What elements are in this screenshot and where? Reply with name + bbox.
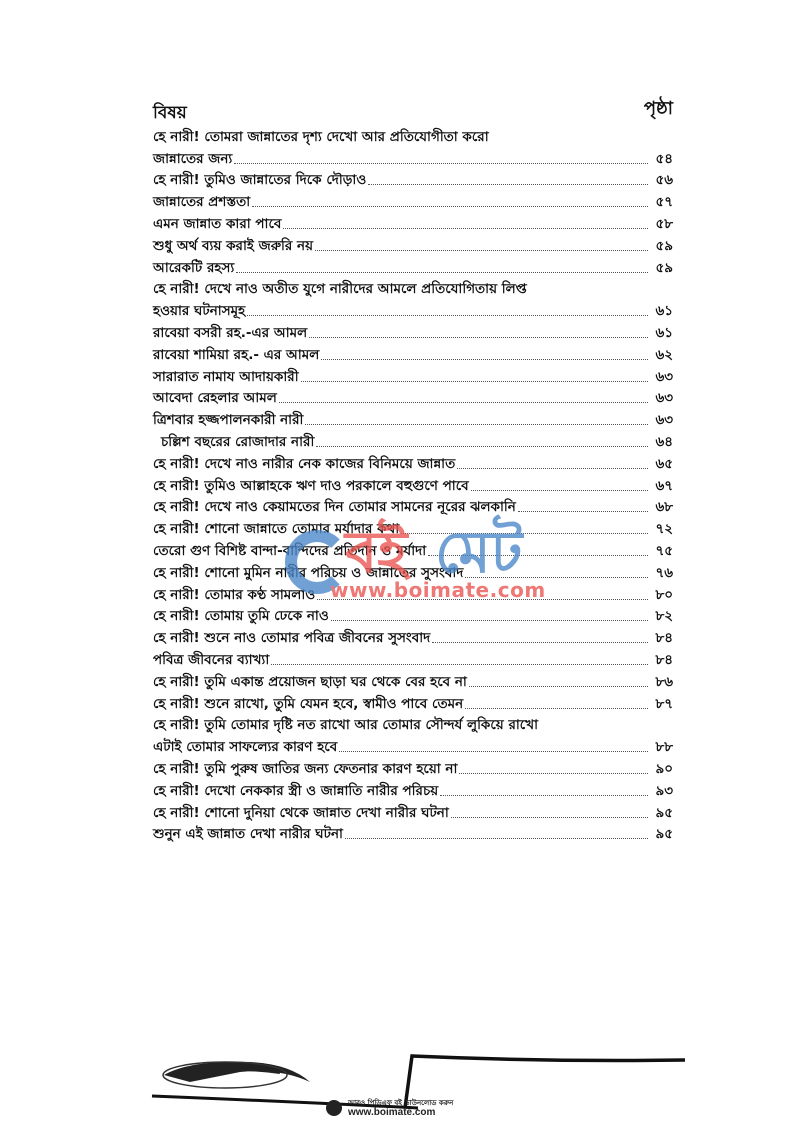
- toc-entry[interactable]: [153, 364, 673, 386]
- toc-entry-page-number: ৫৪: [655, 150, 673, 167]
- toc-entry-page-number: ৮৪: [655, 651, 673, 668]
- toc-entry-page-number: ৮২: [655, 608, 673, 625]
- footer-website-link[interactable]: www.boimate.com: [348, 1107, 436, 1118]
- toc-entry-page-number: ৭৫: [655, 542, 673, 559]
- dot-leader: [345, 837, 648, 839]
- toc-entry-title: সারারাত নামায আদায়কারী: [153, 368, 299, 385]
- toc-entry-title: হে নারী! শোনো মুমিন নারীর পরিচয় ও জান্নাতের সুসংবাদ: [153, 564, 464, 581]
- toc-entry-page-number: ৮৭: [655, 695, 673, 712]
- toc-entry[interactable]: [153, 124, 673, 146]
- toc-entry-title: হওয়ার ঘটনাসমূহ: [153, 303, 246, 320]
- toc-entry-page-number: ৬৩: [655, 390, 673, 407]
- toc-entry-title: হে নারী! দেখে নাও কেয়ামতের দিন তোমার সামনের নূরের ঝলকানি: [153, 499, 516, 516]
- toc-entry[interactable]: [153, 538, 673, 560]
- toc-entry[interactable]: [153, 320, 673, 342]
- toc-entry-title: হে নারী! দেখে নাও অতীত যুগে নারীদের আমলে প্রতিযোগিতায় লিপ্ত: [153, 281, 527, 298]
- toc-entry[interactable]: [153, 778, 673, 800]
- toc-entry-title: হে নারী! তোমার কণ্ঠ সামলাও: [153, 586, 316, 603]
- toc-entry[interactable]: [153, 255, 673, 277]
- toc-entry[interactable]: [153, 451, 673, 473]
- toc-entry[interactable]: [153, 342, 673, 364]
- dot-leader: [316, 445, 648, 447]
- toc-entry-title: হে নারী! দেখে নাও নারীর নেক কাজের বিনিময়ে জান্নাত: [153, 455, 456, 472]
- toc-entry-title: রাবেয়া বসরী রহ.-এর আমল: [153, 324, 308, 341]
- dot-leader: [428, 554, 648, 556]
- toc-entry-title: হে নারী! তোমরা জান্নাতের দৃশ্য দেখো আর প্রতিযোগীতা করো: [153, 128, 489, 145]
- toc-entry-page-number: ৬৫: [655, 455, 673, 472]
- dot-leader: [321, 358, 648, 360]
- toc-entry-page-number: ৭৬: [655, 564, 673, 581]
- toc-entry[interactable]: [153, 560, 673, 582]
- toc-entry[interactable]: [153, 691, 673, 713]
- toc-entry-title: এমন জান্নাত কারা পাবে: [153, 215, 282, 232]
- dot-leader: [471, 489, 648, 491]
- toc-entry[interactable]: [153, 495, 673, 517]
- toc-entry[interactable]: [153, 407, 673, 429]
- toc-entry-page-number: ৬২: [655, 346, 673, 363]
- toc-entry-page-number: ৯০: [655, 760, 673, 777]
- toc-entry-page-number: ৫৯: [655, 237, 673, 254]
- toc-entry-title: শুধু অর্থ ব্যয় করাই জরুরি নয়: [153, 237, 314, 254]
- toc-entry[interactable]: [153, 298, 673, 320]
- dot-leader: [469, 685, 648, 687]
- toc-entry[interactable]: [153, 233, 673, 255]
- toc-entry-page-number: ৬১: [655, 324, 673, 341]
- toc-entry-page-number: ৮৬: [655, 673, 673, 690]
- watermark-url: www.boimate.com: [330, 578, 546, 602]
- dot-leader: [271, 663, 648, 665]
- toc-entry[interactable]: [153, 756, 673, 778]
- toc-entry-title: আবেদা রেহলার আমল: [153, 390, 277, 407]
- toc-entry-page-number: ৫৯: [655, 259, 673, 276]
- toc-entry[interactable]: [153, 800, 673, 822]
- toc-entry[interactable]: [153, 168, 673, 190]
- toc-entry-title: হে নারী! তুমি একান্ত প্রয়োজন ছাড়া ঘর থেকে বের হবে না: [153, 673, 467, 690]
- dot-leader: [339, 750, 648, 752]
- toc-entry-page-number: ৮৪: [655, 630, 673, 647]
- dot-leader: [234, 162, 648, 164]
- dot-leader: [279, 401, 648, 403]
- toc-entry-page-number: ৬৮: [655, 499, 673, 516]
- dot-leader: [315, 249, 648, 251]
- dot-leader: [465, 576, 648, 578]
- toc-entry-title: হে নারী! তুমিও আল্লাহকে ঋণ দাও পরকালে বহুগুণে পাবে: [153, 477, 469, 494]
- dot-leader: [440, 794, 648, 796]
- toc-entry[interactable]: [153, 625, 673, 647]
- toc-entry-page-number: ৬৪: [655, 433, 673, 450]
- toc-entry-title: হে নারী! শুনে নাও তোমার পবিত্র জীবনের সুসংবাদ: [153, 630, 431, 647]
- toc-entry[interactable]: [153, 189, 673, 211]
- dot-leader: [459, 772, 648, 774]
- toc-entry[interactable]: [153, 604, 673, 626]
- toc-entry-page-number: ৯৩: [655, 782, 673, 799]
- boimate-logo-icon: [326, 1100, 342, 1116]
- toc-entry-page-number: ৯৫: [655, 804, 673, 821]
- toc-entry-title: ত্রিশবার হজ্জপালনকারী নারী: [153, 412, 304, 429]
- toc-entry-page-number: ৬৩: [655, 412, 673, 429]
- toc-entry-page-number: ৬৭: [655, 477, 673, 494]
- toc-entry[interactable]: [153, 146, 673, 168]
- toc-entry[interactable]: [153, 386, 673, 408]
- toc-entry-title: হে নারী! তুমিও জান্নাতের দিকে দৌড়াও: [153, 172, 367, 189]
- dot-leader: [401, 532, 648, 534]
- toc-entry-title: জান্নাতের প্রশস্ততা: [153, 194, 251, 211]
- toc-entry-title: জান্নাতের জন্য: [153, 150, 233, 167]
- toc-entry-title: হে নারী! তুমি পুরুষ জাতির জন্য ফেতনার কারণ হয়ো না: [153, 760, 458, 777]
- toc-entry[interactable]: [153, 211, 673, 233]
- dot-leader: [518, 510, 648, 512]
- page-column-label: পৃষ্ঠা: [643, 98, 673, 119]
- toc-entry-page-number: ৫৮: [655, 215, 673, 232]
- toc-entry-title: রাবেয়া শামিয়া রহ.- এর আমল: [153, 346, 320, 363]
- toc-entry-title: হে নারী! শোনো দুনিয়া থেকে জান্নাত দেখা নারীর ঘটনা: [153, 804, 449, 821]
- toc-entry[interactable]: [153, 277, 673, 299]
- subject-column-label: বিষয়: [153, 103, 187, 123]
- dot-leader: [317, 598, 648, 600]
- toc-entry-title: শুনুন এই জান্নাত দেখা নারীর ঘটনা: [153, 826, 343, 843]
- toc-entry-title: হে নারী! শুনে রাখো, তুমি যেমন হবে, স্বামীও পাবে তেমন: [153, 695, 464, 712]
- toc-entry[interactable]: [153, 734, 673, 756]
- toc-entry[interactable]: [153, 669, 673, 691]
- dot-leader: [331, 619, 648, 621]
- dot-leader: [457, 467, 648, 469]
- toc-entry-title: আরেকটি রহস্য: [153, 259, 235, 276]
- table-of-contents: [153, 124, 673, 843]
- toc-entry-title: হে নারী! তোমায় তুমি ঢেকে নাও: [153, 608, 329, 625]
- dot-leader: [368, 183, 648, 185]
- toc-entry-page-number: ৯৫: [655, 826, 673, 843]
- dot-leader: [236, 271, 648, 273]
- watermark-brand-red: বই: [345, 518, 408, 586]
- dot-leader: [283, 227, 648, 229]
- toc-entry-title: পবিত্র জীবনের ব্যাখ্যা: [153, 651, 270, 668]
- toc-entry[interactable]: [153, 647, 673, 669]
- dot-leader: [305, 423, 648, 425]
- toc-entry-page-number: ৬৩: [655, 368, 673, 385]
- toc-entry-page-number: ৫৬: [655, 172, 673, 189]
- toc-entry[interactable]: [153, 516, 673, 538]
- toc-entry-title: হে নারী! দেখো নেককার স্ত্রী ও জান্নাতি নারীর পরিচয়: [153, 782, 439, 799]
- dot-leader: [252, 205, 648, 207]
- toc-entry-page-number: ৮৮: [655, 739, 673, 756]
- toc-header: [153, 94, 673, 122]
- toc-entry[interactable]: [153, 822, 673, 844]
- footer-download-text: আরও পিডিএফ বই ডাউনলোড করুন: [348, 1099, 454, 1107]
- toc-entry[interactable]: [153, 582, 673, 604]
- dot-leader: [309, 336, 648, 338]
- watermark-brand-blue: মেট: [435, 518, 523, 586]
- dot-leader: [465, 707, 648, 709]
- toc-entry-page-number: ৮০: [655, 586, 673, 603]
- toc-entry[interactable]: [153, 473, 673, 495]
- dot-leader: [451, 816, 648, 818]
- toc-entry[interactable]: [153, 713, 673, 735]
- dot-leader: [432, 641, 648, 643]
- toc-entry-title: এটাই তোমার সাফল্যের কারণ হবে: [153, 739, 338, 756]
- footer-credit: [326, 1097, 486, 1127]
- dot-leader: [301, 380, 648, 382]
- toc-entry-title: চল্লিশ বছরের রোজাদার নারী: [161, 433, 315, 450]
- toc-entry-title: তেরো গুণ বিশিষ্ট বান্দা-বান্দিদের প্রতিদান ও মর্যাদা: [153, 542, 427, 559]
- toc-entry-title: হে নারী! শোনো জান্নাতে তোমার মর্যাদার কথা: [153, 521, 400, 538]
- toc-entry-title: হে নারী! তুমি তোমার দৃষ্টি নত রাখো আর তোমার সৌন্দর্য লুকিয়ে রাখো: [153, 717, 538, 734]
- toc-entry[interactable]: [153, 429, 673, 451]
- toc-entry-page-number: ৫৭: [655, 194, 673, 211]
- toc-entry-page-number: ৬১: [655, 303, 673, 320]
- toc-entry-page-number: ৭২: [655, 521, 673, 538]
- dot-leader: [247, 314, 648, 316]
